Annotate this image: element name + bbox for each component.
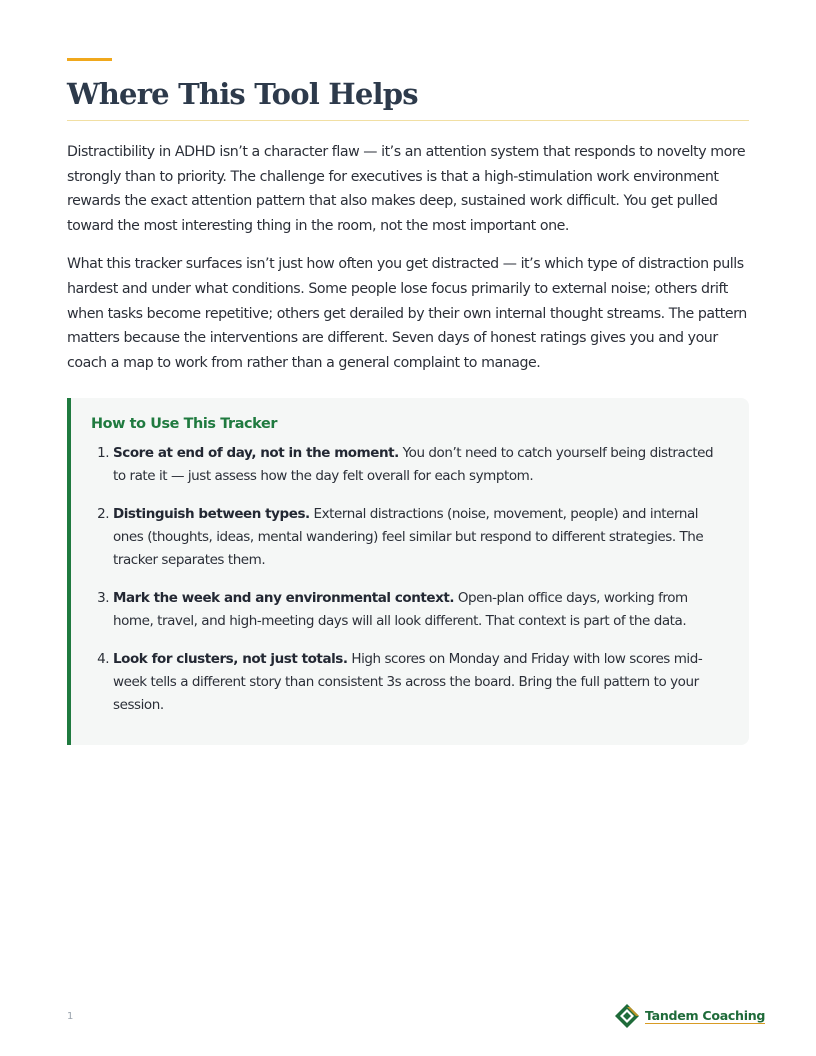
step-text: High scores on Monday and Friday with low scores mid-week tells a different story than consistent 3s across the board. Bring the full pattern to your session. [113, 651, 703, 713]
step-lead: Look for clusters, not just totals. [113, 651, 348, 667]
page-number: 1 [67, 1011, 74, 1022]
step-text: External distractions (noise, movement, people) and internal ones (thoughts, ideas, mental wandering) feel similar but respond to different strategies. The tracker separates them. [113, 506, 704, 568]
accent-bar [67, 58, 112, 61]
tandem-logo-icon [614, 1003, 640, 1029]
step-item [113, 442, 729, 488]
title-rule [67, 120, 749, 121]
step-text: You don’t need to catch yourself being distracted to rate it — just assess how the day felt overall for each symptom. [113, 445, 714, 484]
step-lead: Score at end of day, not in the moment. [113, 445, 399, 461]
how-to-callout [67, 398, 749, 745]
brand-logo [614, 1003, 766, 1029]
intro-paragraph: Distractibility in ADHD isn’t a character flaw — it’s an attention system that responds to novelty more strongly than to priority. The challenge for executives is that a high-stimulation work environment rewards the exact attention pattern that also makes deep, sustained work difficult. You get pulled toward the most interesting thing in the room, not the most important one. [67, 144, 746, 234]
step-item [113, 648, 729, 717]
tracker-paragraph: What this tracker surfaces isn’t just how often you get distracted — it’s which type of distraction pulls hardest and under what conditions. Some people lose focus primarily to external noise; others drift when tasks become repetitive; others get derailed by their own internal thought streams. The pattern matters because the interventions are different. Seven days of honest ratings gives you and your coach a map to work from rather than a general complaint to manage. [67, 256, 747, 371]
step-item [113, 587, 729, 633]
brand-name: Tandem Coaching [645, 1008, 766, 1023]
body-copy [67, 140, 749, 389]
step-lead: Mark the week and any environmental context. [113, 590, 455, 606]
step-item [113, 503, 729, 572]
steps-list [91, 442, 729, 717]
page-title: Where This Tool Helps [67, 77, 418, 111]
step-lead: Distinguish between types. [113, 506, 310, 522]
callout-heading: How to Use This Tracker [91, 416, 278, 432]
step-text: Open-plan office days, working from home, travel, and high-meeting days will all look different. That context is part of the data. [113, 590, 688, 629]
